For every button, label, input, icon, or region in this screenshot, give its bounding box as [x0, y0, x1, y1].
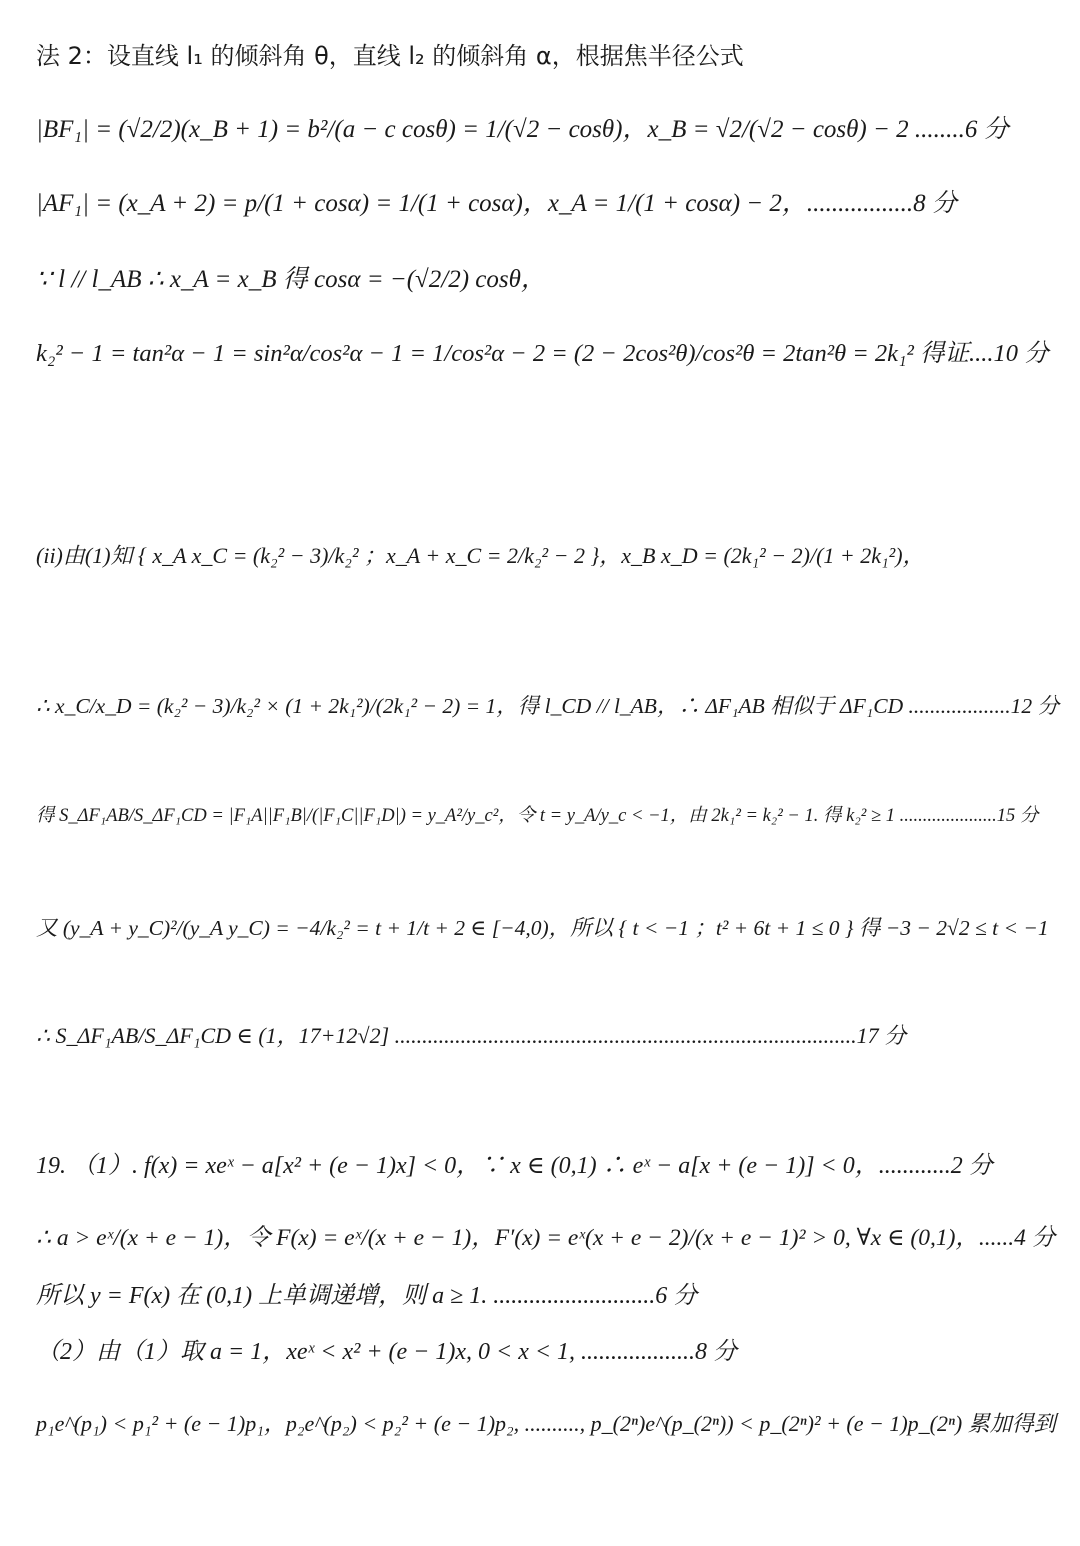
ratio-similarity-line: ∴ x_C/x_D = (k₂² − 3)/k₂² × (1 + 2k₁²)/(2k₁² − 2) = 1，得 l_CD // l_AB，∴ ΔF₁AB 相似于 ΔF₁CD ...................12 分 — [36, 694, 1060, 718]
q19-derivative-line: ∴ a > eˣ/(x + e − 1)，令 F(x) = eˣ/(x + e − 1)，F′(x) = eˣ(x + e − 2)/(x + e − 1)² > 0, ∀x ∈ (0,1)，......4 分 — [36, 1225, 1056, 1251]
q19-part2-line: （2）由（1）取 a = 1，xeˣ < x² + (e − 1)x, 0 < x < 1, ...................8 分 — [36, 1339, 738, 1365]
part-ii-system-line: (ii)由(1)知 { x_A x_C = (k₂² − 3)/k₂² ；x_A + x_C = 2/k₂² − 2 }，x_B x_D = (2k₁² − 2)/(1 + 2k₁²)， — [36, 543, 925, 568]
area-ratio-range-line: ∴ S_ΔF₁AB/S_ΔF₁CD ∈ (1，17+12√2] ....................................................................................17 分 — [36, 1023, 907, 1048]
method2-intro: 法 2：设直线 l₁ 的倾斜角 θ，直线 l₂ 的倾斜角 α，根据焦半径公式 — [36, 42, 744, 70]
q19-summation-line: p₁e^(p₁) < p₁² + (e − 1)p₁，p₂e^(p₂) < p₂² + (e − 1)p₂, .........., p_(2ⁿ)e^(p_(2ⁿ)) < p_(2ⁿ)² + (e − 1)p_(2ⁿ) 累加得到 — [36, 1411, 1056, 1436]
area-ratio-line: 得 S_ΔF₁AB/S_ΔF₁CD = |F₁A||F₁B|/(|F₁C||F₁D|) = y_A²/y_c²，令 t = y_A/y_c < −1，由 2k₁² = k₂² − 1. 得 k₂² ≥ 1 .....................15 分 — [36, 806, 1039, 826]
k2-derivation-line: k₂² − 1 = tan²α − 1 = sin²α/cos²α − 1 = 1/cos²α − 2 = (2 − 2cos²θ)/cos²θ = 2tan²θ = 2k₁² 得证....10 分 — [36, 340, 1049, 367]
q19-monotonic-line: 所以 y = F(x) 在 (0,1) 上单调递增，则 a ≥ 1. ...........................6 分 — [36, 1283, 698, 1309]
bf1-formula-line: |BF₁| = (√2/2)(x_B + 1) = b²/(a − c cosθ) = 1/(√2 − cosθ)，x_B = √2/(√2 − cosθ) − 2 ........6 分 — [36, 116, 1009, 143]
parallel-cos-line: ∵ l // l_AB ∴ x_A = x_B 得 cosα = −(√2/2) cosθ， — [36, 266, 546, 293]
af1-formula-line: |AF₁| = (x_A + 2) = p/(1 + cosα) = 1/(1 + cosα)，x_A = 1/(1 + cosα) − 2，.................8 分 — [36, 190, 957, 217]
t-range-line: 又 (y_A + y_C)²/(y_A y_C) = −4/k₂² = t + 1/t + 2 ∈ [−4,0)，所以 { t < −1 ；t² + 6t + 1 ≤ 0 } 得 −3 − 2√2 ≤ t < −1 — [36, 916, 1049, 940]
q19-part1-line: 19. （1）. f(x) = xeˣ − a[x² + (e − 1)x] < 0，∵ x ∈ (0,1) ∴ eˣ − a[x + (e − 1)] < 0，............2 分 — [36, 1153, 993, 1179]
